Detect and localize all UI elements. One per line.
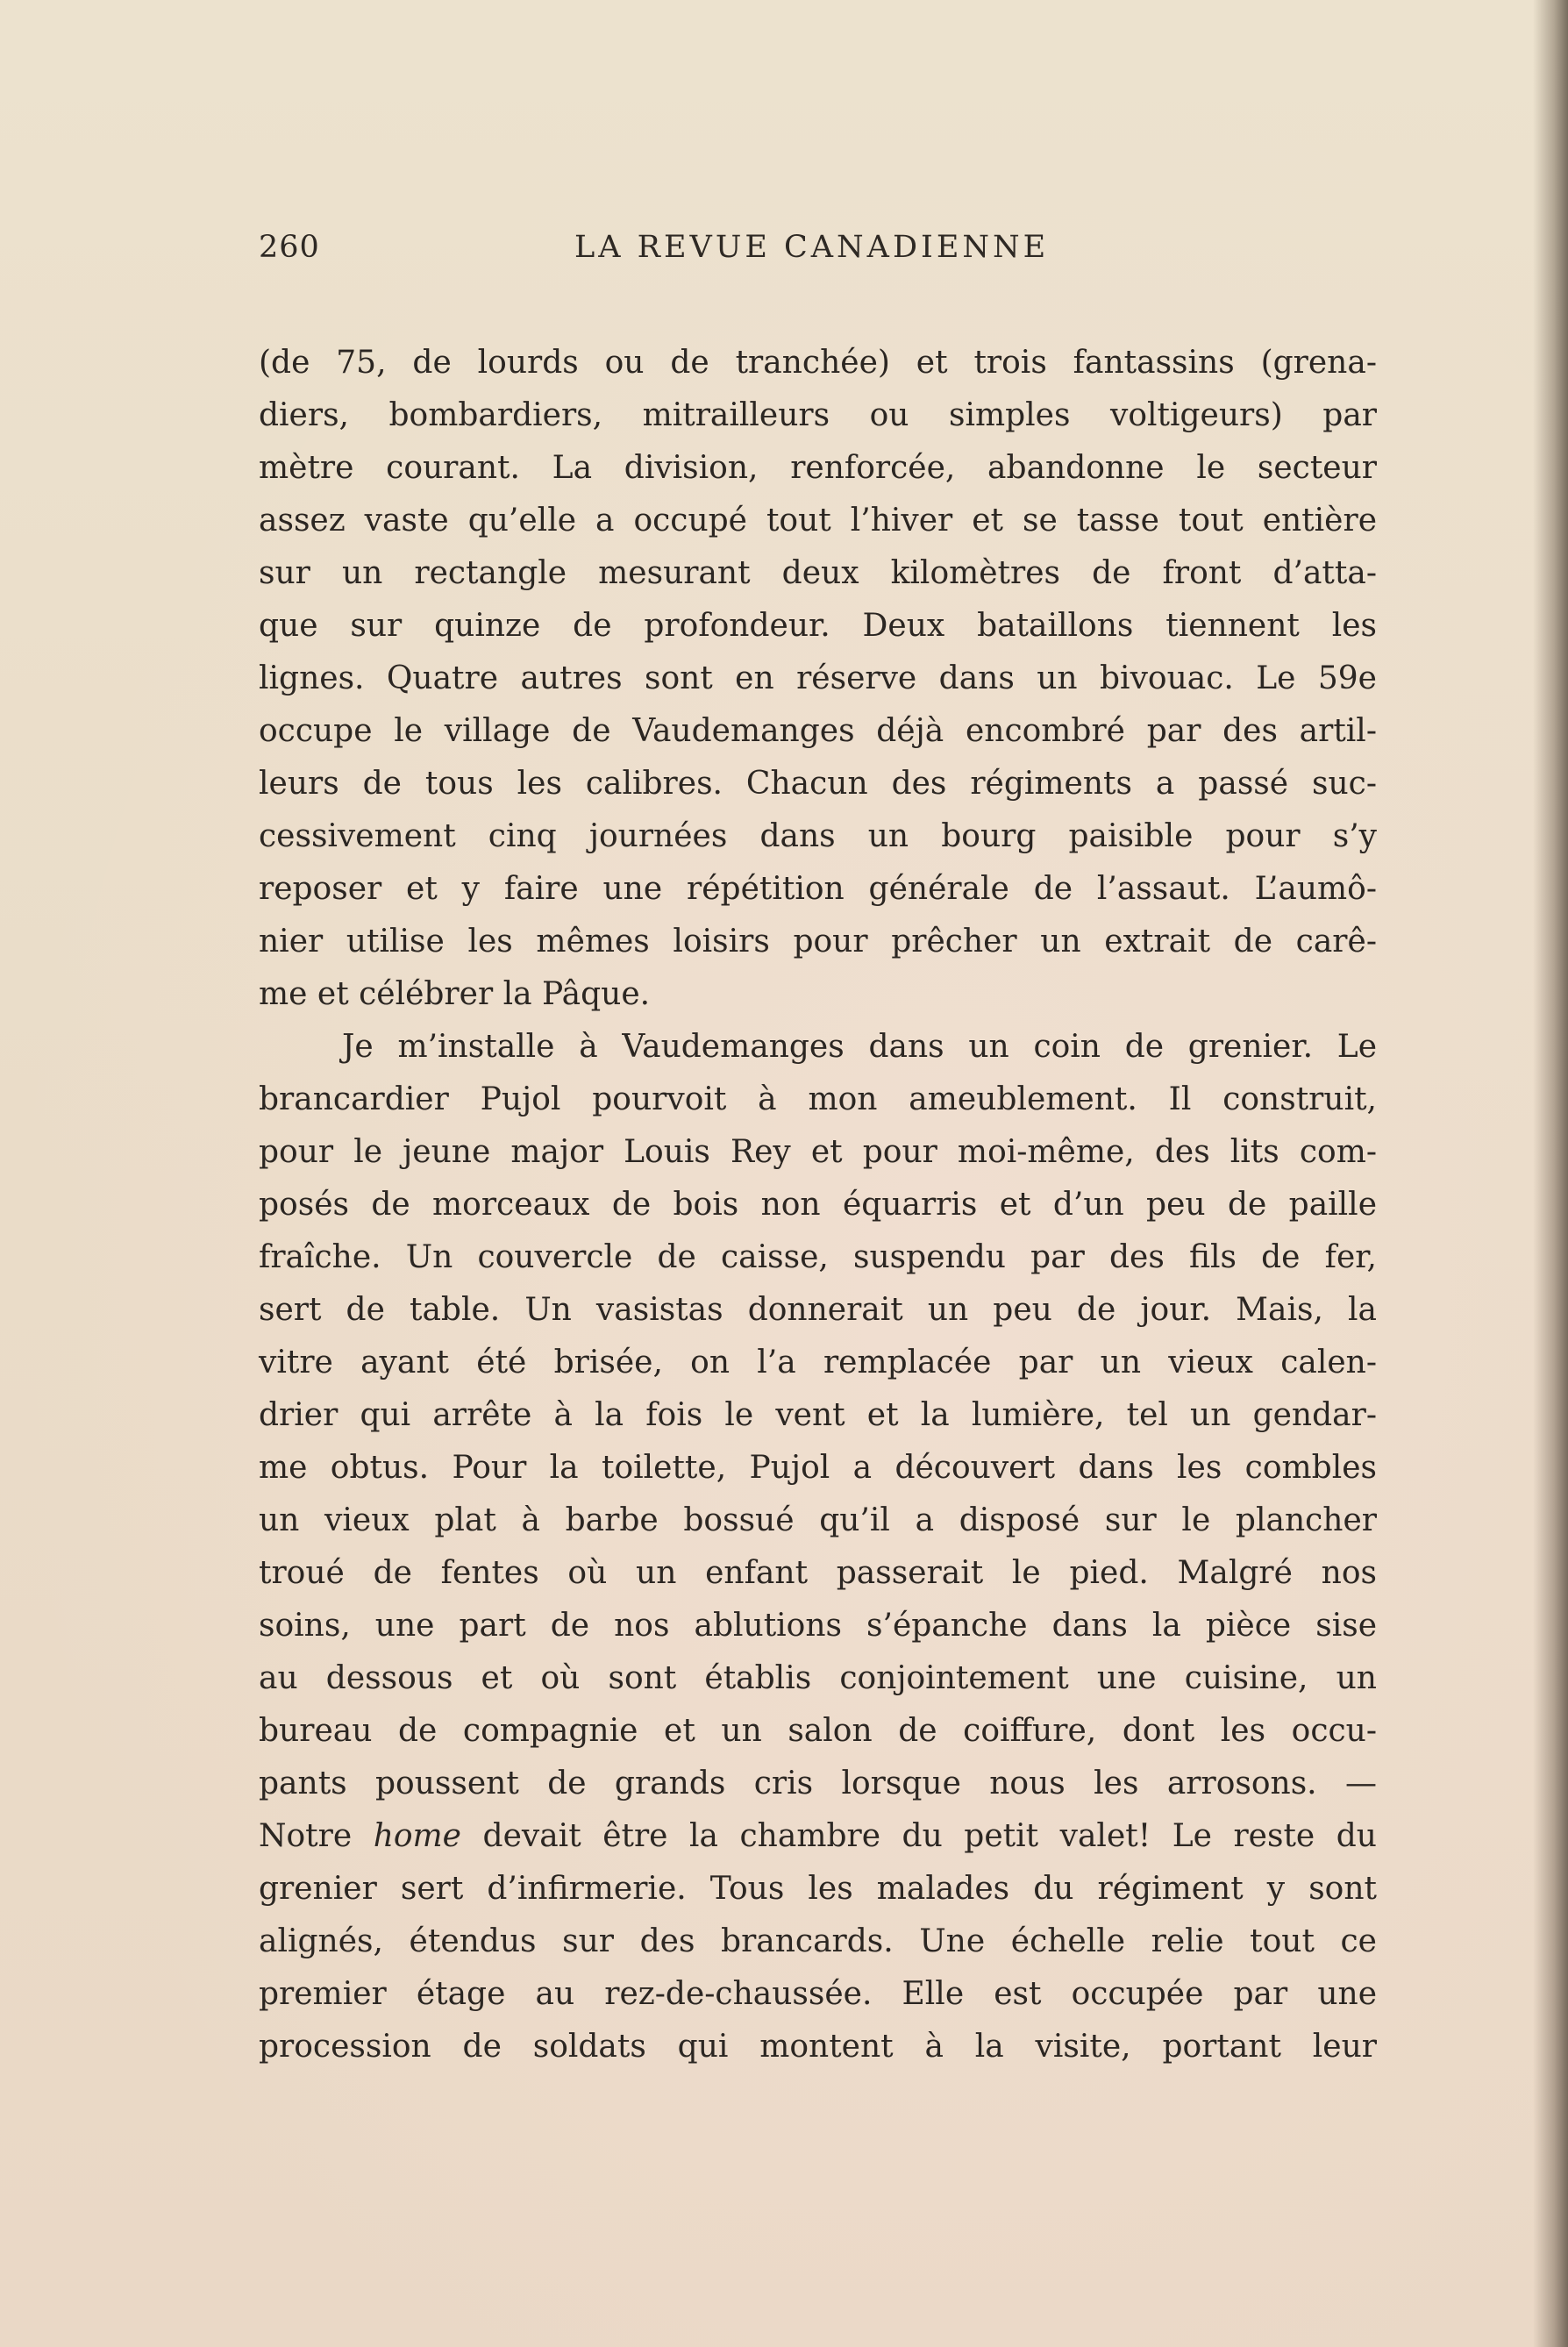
text-line: pants poussent de grands cris lorsque nous les arrosons. — bbox=[259, 1766, 1377, 1801]
text-line: drier qui arrête à la fois le vent et la lumière, tel un gendar- bbox=[259, 1397, 1377, 1433]
text-line: bureau de compagnie et un salon de coiffure, dont les occu- bbox=[259, 1713, 1377, 1749]
text-line: brancardier Pujol pourvoit à mon ameublement. Il construit, bbox=[259, 1081, 1377, 1117]
running-title: LA REVUE CANADIENNE bbox=[574, 230, 1050, 265]
page-header bbox=[259, 230, 1377, 275]
text-line: assez vaste qu’elle a occupé tout l’hiver et se tasse tout entière bbox=[259, 503, 1377, 539]
text-line: au dessous et où sont établis conjointement une cuisine, un bbox=[259, 1660, 1377, 1696]
text-line: sert de table. Un vasistas donnerait un peu de jour. Mais, la bbox=[259, 1292, 1377, 1328]
text-line: fraîche. Un couvercle de caisse, suspendu par des fils de fer, bbox=[259, 1239, 1377, 1275]
body-text bbox=[259, 337, 1377, 2073]
text-line: diers, bombardiers, mitrailleurs ou simples voltigeurs) par bbox=[259, 397, 1377, 433]
text-line: procession de soldats qui montent à la visite, portant leur bbox=[259, 2029, 1377, 2065]
page-number: 260 bbox=[259, 230, 320, 265]
paragraph-2 bbox=[259, 1021, 1377, 2073]
text-line: lignes. Quatre autres sont en réserve dans un bivouac. Le 59e bbox=[259, 660, 1377, 696]
text-line: cessivement cinq journées dans un bourg paisible pour s’y bbox=[259, 818, 1377, 854]
italic-word: home bbox=[373, 1818, 461, 1854]
text-line: (de 75, de lourds ou de tranchée) et trois fantassins (grena- bbox=[259, 345, 1377, 381]
text-line: occupe le village de Vaudemanges déjà encombré par des artil- bbox=[259, 713, 1377, 749]
text-line: grenier sert d’infirmerie. Tous les malades du régiment y sont bbox=[259, 1871, 1377, 1907]
text-line: nier utilise les mêmes loisirs pour prêcher un extrait de carê- bbox=[259, 924, 1377, 959]
text-line: me et célébrer la Pâque. bbox=[259, 976, 651, 1012]
page-edge-shadow bbox=[1533, 0, 1568, 2347]
text-line: soins, une part de nos ablutions s’épanche dans la pièce sise bbox=[259, 1608, 1377, 1644]
text-line: premier étage au rez-de-chaussée. Elle est occupée par une bbox=[259, 1976, 1377, 2012]
paragraph-1 bbox=[259, 337, 1377, 1021]
text-line: vitre ayant été brisée, on l’a remplacée par un vieux calen- bbox=[259, 1345, 1377, 1380]
text-line: un vieux plat à barbe bossué qu’il a disposé sur le plancher bbox=[259, 1502, 1377, 1538]
text-line: pour le jeune major Louis Rey et pour moi-même, des lits com- bbox=[259, 1134, 1377, 1170]
text-line: que sur quinze de profondeur. Deux bataillons tiennent les bbox=[259, 608, 1377, 644]
text-line: troué de fentes où un enfant passerait le pied. Malgré nos bbox=[259, 1555, 1377, 1591]
text-line: alignés, étendus sur des brancards. Une échelle relie tout ce bbox=[259, 1923, 1377, 1959]
text-line: reposer et y faire une répétition générale de l’assaut. L’aumô- bbox=[259, 871, 1377, 907]
text-line: me obtus. Pour la toilette, Pujol a découvert dans les combles bbox=[259, 1450, 1377, 1486]
text-line-with-italic bbox=[259, 1810, 1377, 1863]
text-segment: devait être la chambre du petit valet! Le reste du bbox=[461, 1818, 1377, 1854]
text-line: leurs de tous les calibres. Chacun des régiments a passé suc- bbox=[259, 766, 1377, 802]
text-line: posés de morceaux de bois non équarris et d’un peu de paille bbox=[259, 1187, 1377, 1223]
text-line: mètre courant. La division, renforcée, abandonne le secteur bbox=[259, 450, 1377, 486]
text-segment: Notre bbox=[259, 1818, 374, 1854]
text-line: sur un rectangle mesurant deux kilomètres de front d’atta- bbox=[259, 555, 1377, 591]
text-line: Je m’installe à Vaudemanges dans un coin de grenier. Le bbox=[342, 1029, 1377, 1065]
